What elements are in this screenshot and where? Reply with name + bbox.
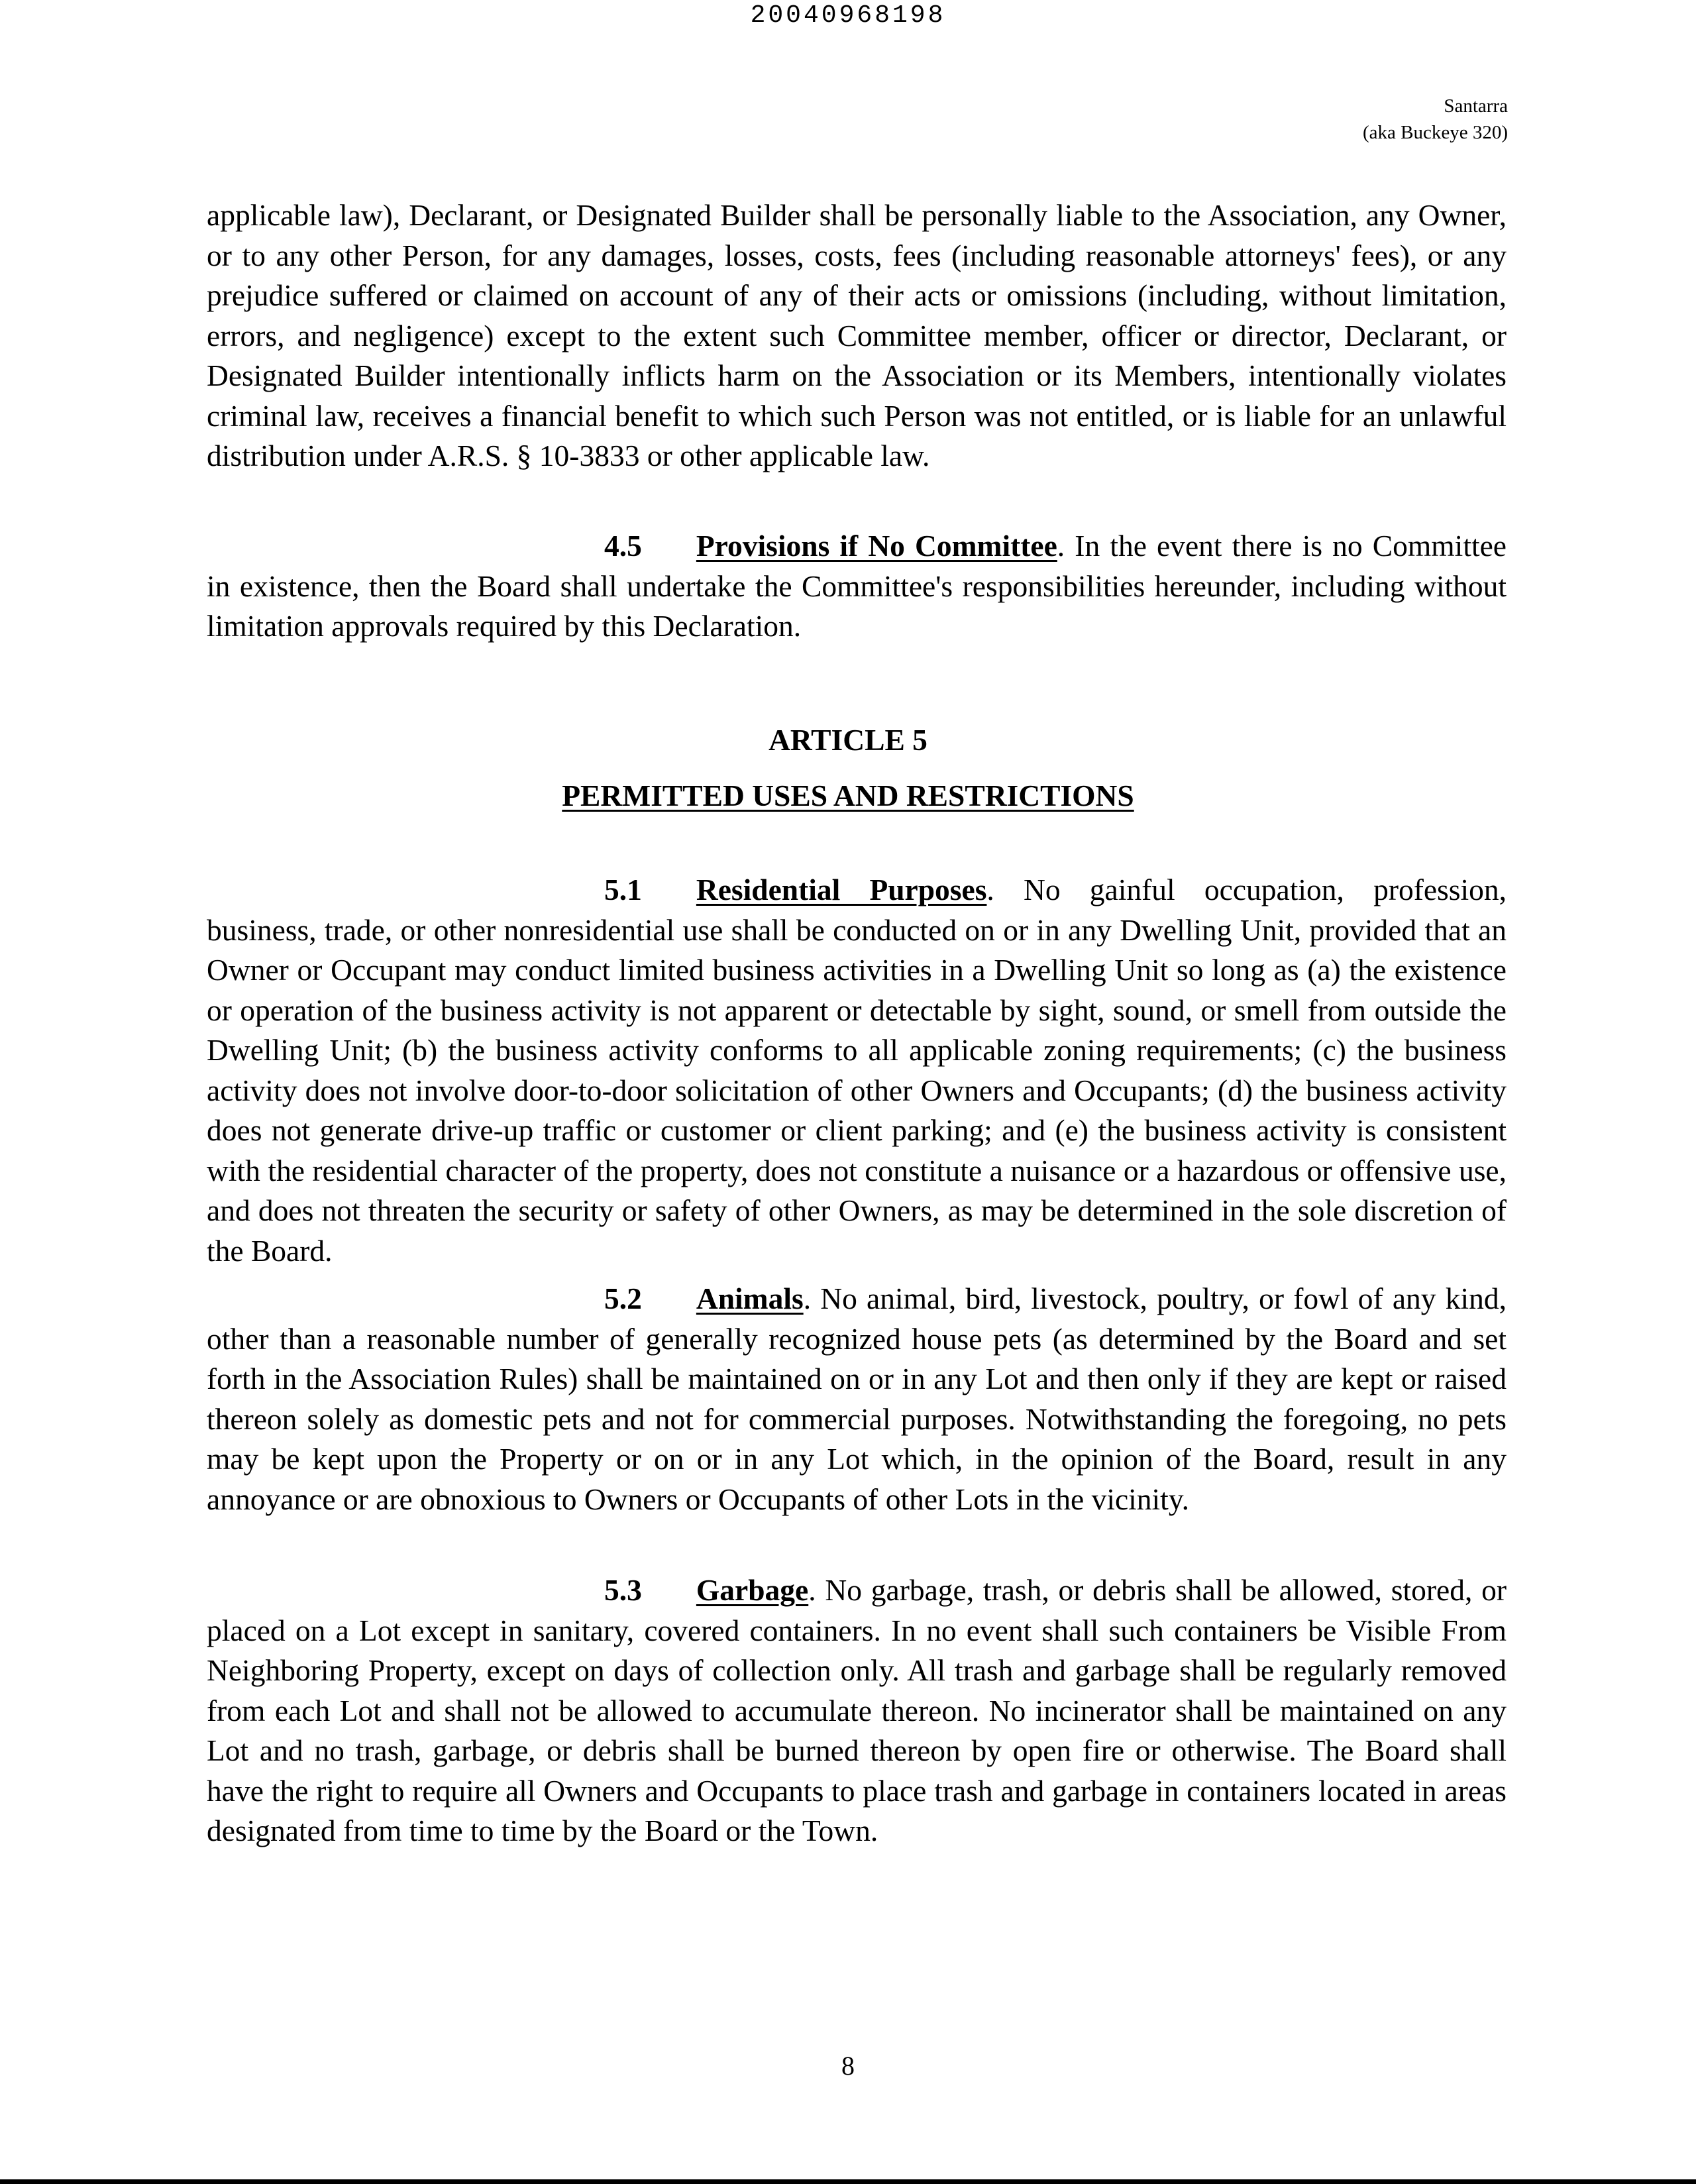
document-number: 20040968198 xyxy=(750,1,946,30)
continuation-paragraph: applicable law), Declarant, or Designated Builder shall be personally liable to the Association, any Owner, or to any other Person, for any damages, losses, costs, fees (including reasonable attorneys' fees), or any prejudice suffered or claimed on account of any of their acts or omissions (including, without limitation, errors, and negligence) except to the extent such Committee member, officer or director, Declarant, or Designated Builder intentionally inflicts harm on the Association or its Members, intentionally violates criminal law, receives a financial benefit to which such Person was not entitled, or is liable for an unlawful distribution under A.R.S. § 10-3833 or other applicable law. xyxy=(207,198,1507,472)
running-header xyxy=(1363,93,1508,146)
section-number: 4.5 xyxy=(604,529,642,563)
header-subtitle: (aka Buckeye 320) xyxy=(1362,122,1508,143)
section-4-5 xyxy=(207,526,1507,647)
section-number: 5.1 xyxy=(604,873,642,906)
article-heading: ARTICLE 5 xyxy=(768,723,928,757)
section-title-period: . xyxy=(808,1573,825,1607)
section-title: Provisions if No Committee xyxy=(696,529,1057,563)
section-text: No gainful occupation, profession, business, trade, or other nonresidential use shall be conducted on or in any Dwelling Unit, provided that an Owner or Occupant may conduct limited business activities in a Dwelling Unit so long as (a) the existence or operation of the business activity is not apparent or detectable by sight, sound, or smell from outside the Dwelling Unit; (b) the business activity conforms to all applicable zoning requirements; (c) the business activity does not involve door-to-door solicitation of other Owners and Occupants; (d) the business activity does not generate drive-up traffic or customer or client parking; and (e) the business activity is consistent with the residential character of the property, does not constitute a nuisance or a hazardous or offensive use, and does not threaten the security or safety of other Owners, as may be determined in the sole discretion of the Board. xyxy=(207,873,1507,1268)
section-number: 5.3 xyxy=(604,1573,642,1607)
section-number: 5.2 xyxy=(604,1282,642,1315)
section-text: No animal, bird, livestock, poultry, or fowl of any kind, other than a reasonable number of generally recognized house pets (as determined by the Board and set forth in the Association Rules) shall be maintained on or in any Lot and then only if they are kept or raised thereon solely as domestic pets and not for commercial purposes. Notwithstanding the foregoing, no pets may be kept upon the Property or on or in any Lot which, in the opinion of the Board, result in any annoyance or are obnoxious to Owners or Occupants of other Lots in the vicinity. xyxy=(207,1282,1507,1516)
section-title: Residential Purposes xyxy=(696,873,987,906)
section-5-3 xyxy=(207,1570,1507,1851)
section-text: No garbage, trash, or debris shall be allowed, stored, or placed on a Lot except in sanitary, covered containers. In no event shall such containers be Visible From Neighboring Property, except on days of collection only. All trash and garbage shall be regularly removed from each Lot and shall not be allowed to accumulate thereon. No incinerator shall be maintained on any Lot and no trash, garbage, or debris shall be burned thereon by open fire or otherwise. The Board shall have the right to require all Owners and Occupants to place trash and garbage in containers located in areas designated from time to time by the Board or the Town. xyxy=(207,1573,1507,1847)
section-5-2 xyxy=(207,1279,1507,1519)
scan-border-line xyxy=(0,2179,1696,2184)
article-title-text: PERMITTED USES AND RESTRICTIONS xyxy=(562,779,1134,812)
section-title-period: . xyxy=(803,1282,821,1315)
section-5-1 xyxy=(207,870,1507,1271)
header-title: Santarra xyxy=(1444,95,1508,117)
page-number: 8 xyxy=(841,2051,855,2081)
section-title-period: . xyxy=(986,873,1024,906)
section-title: Garbage xyxy=(696,1573,809,1607)
section-text: In the event there is no Committee in existence, then the Board shall undertake the Committee's responsibilities hereunder, including without limitation approvals required by this Declaration. xyxy=(207,529,1507,643)
section-title: Animals xyxy=(696,1282,804,1315)
section-title-period: . xyxy=(1057,529,1075,563)
article-title xyxy=(0,778,1696,813)
